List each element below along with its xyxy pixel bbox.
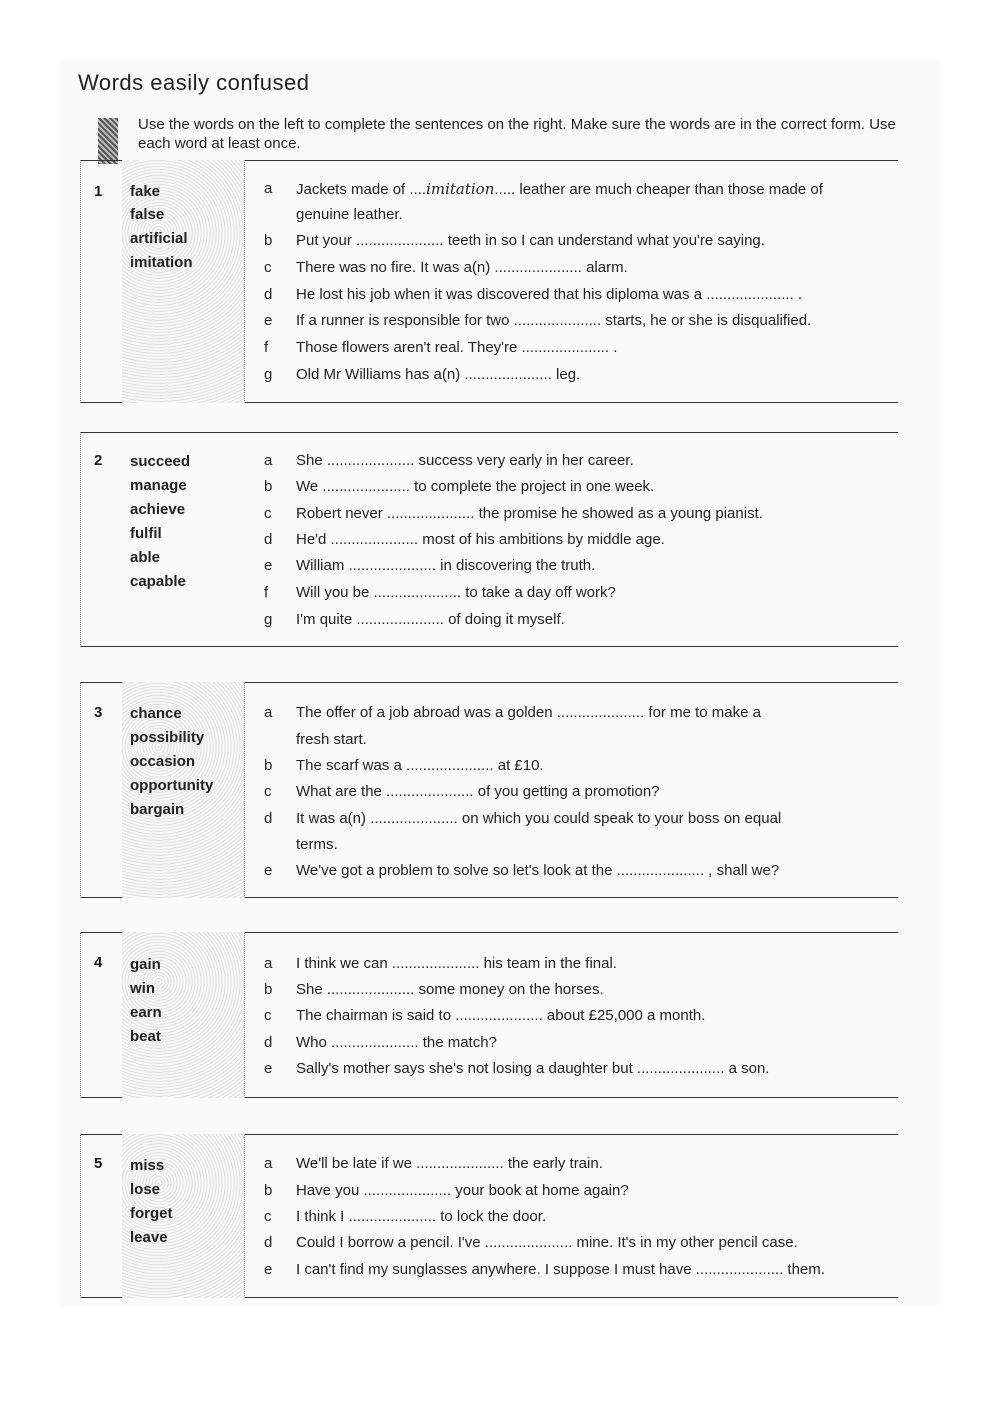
sentence[interactable]: Will you be ..................... to take a day off work? [296, 584, 616, 601]
word-item: capable [130, 573, 186, 590]
word-item: miss [130, 1157, 165, 1174]
item-letter: a [264, 180, 273, 197]
sentence[interactable]: I think I ..................... to lock the door. [296, 1208, 547, 1225]
word-item: gain [130, 956, 161, 973]
word-item: succeed [130, 453, 191, 470]
word-item: beat [130, 1028, 161, 1045]
item-letter: c [264, 505, 272, 522]
sentence[interactable]: Jackets made of ....imitation..... leather are much cheaper than those made of [296, 180, 823, 198]
sentence[interactable]: If a runner is responsible for two ..................... starts, he or she is disqualified. [296, 312, 812, 329]
item-letter: b [264, 478, 273, 495]
item-letter: a [264, 1155, 273, 1172]
item-letter: b [264, 1182, 273, 1199]
section-3 [80, 682, 898, 898]
sentence[interactable]: Sally's mother says she's not losing a daughter but ..................... a son. [296, 1060, 770, 1077]
item-letter: c [264, 1208, 272, 1225]
word-item: forget [130, 1205, 173, 1222]
item-letter: e [264, 862, 273, 879]
item-letter: d [264, 810, 273, 827]
section-5 [80, 1134, 898, 1298]
section-1 [80, 160, 898, 403]
word-item: leave [130, 1229, 168, 1246]
sentence[interactable]: The scarf was a ..................... at £10. [296, 757, 544, 774]
sentence[interactable]: Could I borrow a pencil. I've ..................... mine. It's in my other pencil case. [296, 1234, 798, 1251]
item-letter: f [264, 584, 269, 601]
word-item: win [130, 980, 155, 997]
item-letter: e [264, 1261, 273, 1278]
sentence[interactable]: She ..................... some money on the horses. [296, 981, 604, 998]
sentence[interactable]: Robert never ..................... the promise he showed as a young pianist. [296, 505, 763, 522]
sentence[interactable]: Put your ..................... teeth in so I can understand what you're saying. [296, 232, 765, 249]
page-title: Words easily confused [78, 70, 310, 95]
sentence[interactable]: What are the ..................... of you getting a promotion? [296, 783, 660, 800]
word-item: occasion [130, 753, 196, 770]
sentence[interactable]: We ..................... to complete the project in one week. [296, 478, 655, 495]
sentence[interactable]: I'm quite ..................... of doing it myself. [296, 611, 565, 628]
word-item: bargain [130, 801, 185, 818]
item-letter: c [264, 259, 272, 276]
item-letter: f [264, 339, 269, 356]
sentence[interactable]: The offer of a job abroad was a golden ..................... for me to make a [296, 704, 761, 721]
item-letter: c [264, 1007, 272, 1024]
word-item: able [130, 549, 161, 566]
instructions: Use the words on the left to complete the sentences on the right. Make sure the words are in the correct form. Use each word at least once. [138, 116, 896, 152]
word-item: artificial [130, 230, 188, 247]
item-letter: g [264, 366, 273, 383]
sentence[interactable]: The chairman is said to ..................... about £25,000 a month. [296, 1007, 706, 1024]
item-letter: a [264, 704, 273, 721]
word-item: possibility [130, 729, 205, 746]
sentence[interactable]: Old Mr Williams has a(n) ..................... leg. [296, 366, 581, 383]
word-item: achieve [130, 501, 186, 518]
sentence[interactable]: It was a(n) ..................... on which you could speak to your boss on equal [296, 810, 782, 827]
sentence-continued: genuine leather. [296, 206, 403, 223]
sentence[interactable]: He'd ..................... most of his ambitions by middle age. [296, 531, 665, 548]
word-item: opportunity [130, 777, 214, 794]
sentence[interactable]: We've got a problem to solve so let's look at the ..................... , shall we? [296, 862, 780, 879]
sentence[interactable]: Who ..................... the match? [296, 1034, 497, 1051]
word-item: imitation [130, 254, 193, 271]
word-item: false [130, 206, 165, 223]
item-letter: a [264, 452, 273, 469]
item-letter: e [264, 312, 273, 329]
section-number: 2 [94, 452, 103, 469]
word-item: lose [130, 1181, 161, 1198]
item-letter: d [264, 531, 273, 548]
word-item: chance [130, 705, 182, 722]
item-letter: a [264, 955, 273, 972]
item-letter: e [264, 557, 273, 574]
item-letter: c [264, 783, 272, 800]
item-letter: d [264, 286, 273, 303]
sentence[interactable]: Those flowers aren't real. They're ..................... . [296, 339, 618, 356]
section-4 [80, 932, 898, 1098]
sentence[interactable]: I think we can ..................... his team in the final. [296, 955, 617, 972]
item-letter: b [264, 232, 273, 249]
sentence-continued: fresh start. [296, 731, 367, 748]
handwritten-answer: imitation [426, 180, 495, 198]
section-number: 3 [94, 704, 103, 721]
item-letter: d [264, 1034, 273, 1051]
item-letter: g [264, 611, 273, 628]
item-letter: d [264, 1234, 273, 1251]
item-letter: b [264, 757, 273, 774]
sentence-continued: terms. [296, 836, 338, 853]
sentence[interactable]: Have you ..................... your book at home again? [296, 1182, 629, 1199]
sentence[interactable]: William ..................... in discovering the truth. [296, 557, 596, 574]
sentence[interactable]: She ..................... success very early in her career. [296, 452, 634, 469]
section-2 [80, 432, 898, 647]
word-item: earn [130, 1004, 162, 1021]
word-item: manage [130, 477, 187, 494]
item-letter: b [264, 981, 273, 998]
word-item: fulfil [130, 525, 162, 542]
section-number: 1 [94, 183, 103, 200]
sentence[interactable]: I can't find my sunglasses anywhere. I suppose I must have ..................... them. [296, 1261, 825, 1278]
word-item: fake [130, 183, 161, 200]
sentence[interactable]: There was no fire. It was a(n) ..................... alarm. [296, 259, 628, 276]
exercise-icon [98, 118, 118, 164]
section-number: 4 [94, 954, 103, 971]
sentence[interactable]: He lost his job when it was discovered that his diploma was a ..................... . [296, 286, 803, 303]
sentence[interactable]: We'll be late if we ..................... the early train. [296, 1155, 603, 1172]
item-letter: e [264, 1060, 273, 1077]
section-number: 5 [94, 1155, 103, 1172]
